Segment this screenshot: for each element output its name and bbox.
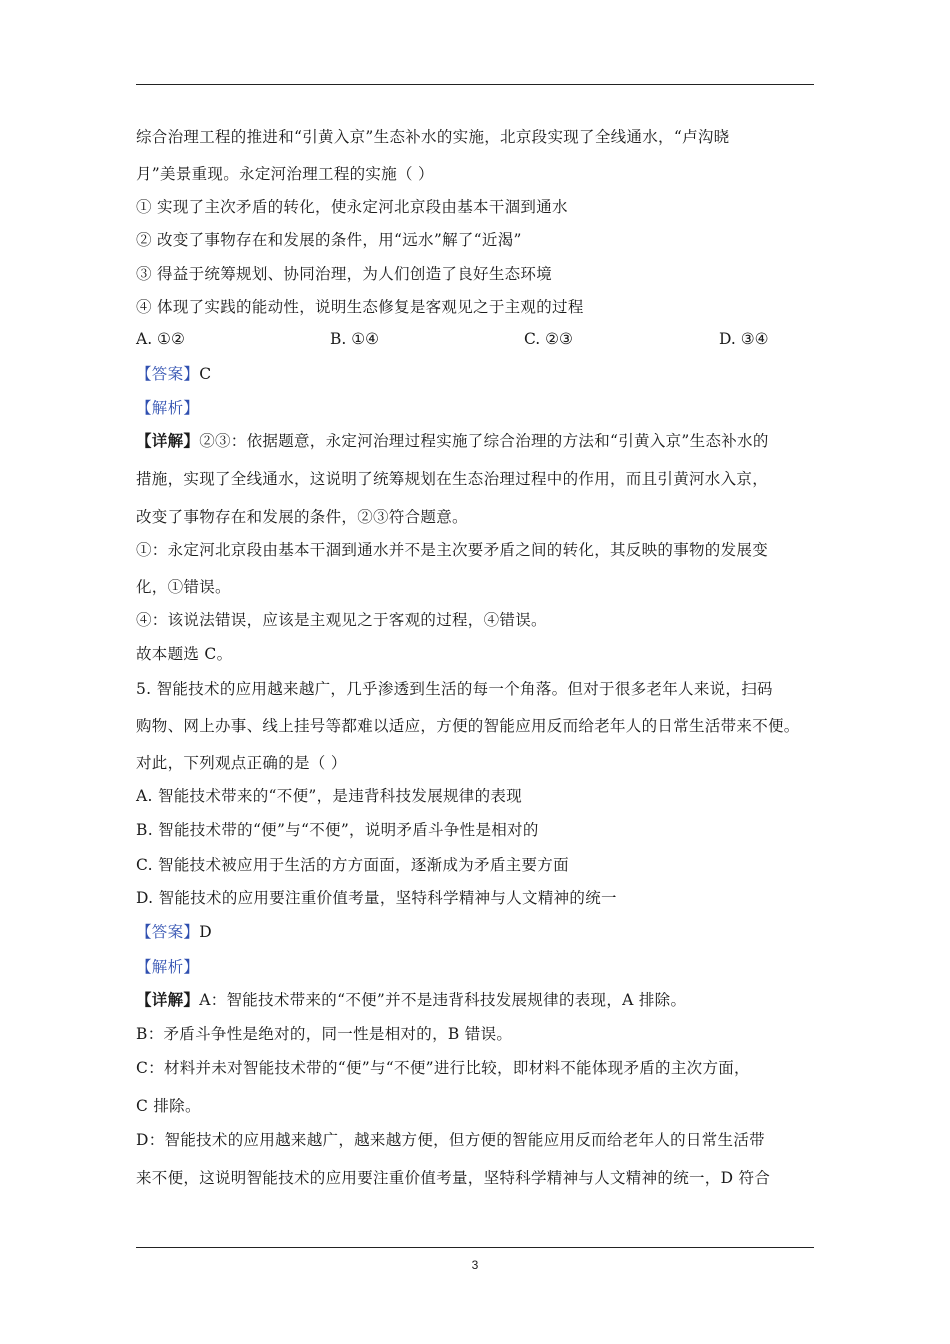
q5-stem-line-1: 5. 智能技术的应用越来越广，几乎渗透到生活的每一个角落。但对于很多老年人来说，扫码: [136, 680, 773, 698]
q4-stem-line-1: 综合治理工程的推进和“引黄入京”生态补水的实施，北京段实现了全线通水，“卢沟晓: [136, 128, 730, 146]
q4-detail-line-1: [136, 431, 769, 451]
q4-answer-line: [136, 364, 211, 384]
q5-detail-line-1: [136, 990, 686, 1010]
q4-analysis-line: [136, 398, 199, 418]
q4-statement-2: ② 改变了事物存在和发展的条件，用“远水”解了“近渴”: [136, 231, 522, 249]
q4-option-b: B. ①④: [330, 330, 380, 348]
q4-detail-line-6: ④：该说法错误，应该是主观见之于客观的过程，④错误。: [136, 611, 547, 629]
q4-stem-line-2: 月”美景重现。永定河治理工程的实施（ ）: [136, 165, 434, 183]
q5-answer-line: [136, 922, 212, 942]
q4-detail-line-3: 改变了事物存在和发展的条件，②③符合题意。: [136, 508, 468, 526]
q5-option-b: B. 智能技术带的“便”与“不便”，说明矛盾斗争性是相对的: [136, 821, 539, 839]
q4-detail-line-5: 化，①错误。: [136, 578, 231, 596]
analysis-tag: 【解析】: [136, 399, 200, 417]
page-number: 3: [471, 1258, 479, 1272]
header-rule: [136, 84, 814, 85]
q5-detail-line-5: D：智能技术的应用越来越广，越来越方便，但方便的智能应用反而给老年人的日常生活带: [136, 1131, 765, 1149]
q5-detail-line-4: C 排除。: [136, 1097, 201, 1115]
q5-stem-line-2: 购物、网上办事、线上挂号等都难以适应，方便的智能应用反而给老年人的日常生活带来不便。: [136, 717, 800, 735]
q4-statement-4: ④ 体现了实践的能动性，说明生态修复是客观见之于主观的过程: [136, 298, 584, 316]
q4-detail-line-7: 故本题选 C。: [136, 645, 233, 663]
q5-option-a: A. 智能技术带来的“不便”，是违背科技发展规律的表现: [136, 787, 522, 805]
q5-detail-line-3: C：材料并未对智能技术带的“便”与“不便”进行比较，即材料不能体现矛盾的主次方面，: [136, 1059, 750, 1077]
q5-stem-line-3: 对此，下列观点正确的是（ ）: [136, 754, 347, 772]
footer-rule: [136, 1247, 814, 1248]
q5-option-d: D. 智能技术的应用要注重价值考量，坚特科学精神与人文精神的统一: [136, 889, 617, 907]
q4-option-c: C. ②③: [524, 330, 573, 348]
detail-tag: 【详解】: [136, 431, 200, 450]
q5-detail-line-6: 来不便，这说明智能技术的应用要注重价值考量，坚特科学精神与人文精神的统一，D 符合: [136, 1169, 771, 1187]
q4-detail-text: ②③：依据题意，永定河治理过程实施了综合治理的方法和“引黄入京”生态补水的: [199, 432, 769, 450]
analysis-tag: 【解析】: [136, 958, 200, 976]
q4-detail-line-2: 措施，实现了全线通水，这说明了统筹规划在生态治理过程中的作用，而且引黄河水入京，: [136, 470, 769, 488]
q4-option-d: D. ③④: [719, 330, 769, 348]
detail-tag: 【详解】: [136, 990, 200, 1009]
q4-statement-1: ① 实现了主次矛盾的转化，使永定河北京段由基本干涸到通水: [136, 198, 568, 216]
q5-answer-value: D: [199, 923, 212, 941]
q4-option-a: A. ①②: [136, 330, 185, 348]
answer-tag: 【答案】: [136, 365, 200, 383]
q5-option-c: C. 智能技术被应用于生活的方方面面，逐渐成为矛盾主要方面: [136, 856, 569, 874]
q5-detail-line-2: B：矛盾斗争性是绝对的，同一性是相对的，B 错误。: [136, 1025, 513, 1043]
q5-detail-text: A：智能技术带来的“不便”并不是违背科技发展规律的表现，A 排除。: [199, 991, 687, 1009]
q4-detail-line-4: ①：永定河北京段由基本干涸到通水并不是主次要矛盾之间的转化，其反映的事物的发展变: [136, 541, 769, 559]
q4-statement-3: ③ 得益于统筹规划、协同治理，为人们创造了良好生态环境: [136, 265, 553, 283]
q5-analysis-line: [136, 957, 199, 977]
q4-answer-value: C: [199, 365, 212, 383]
answer-tag: 【答案】: [136, 923, 200, 941]
